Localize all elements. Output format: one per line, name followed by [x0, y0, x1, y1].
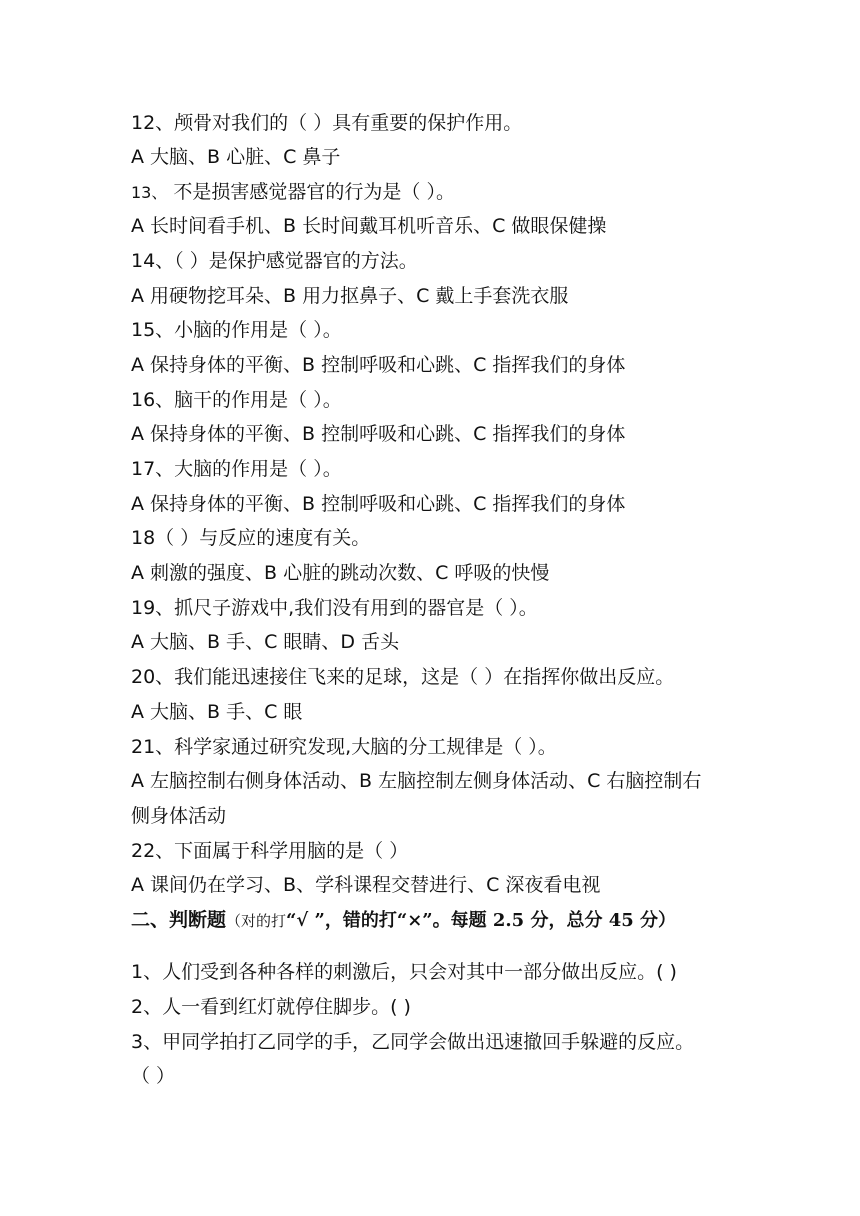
question-22-options: A 课间仍在学习、B、学科课程交替进行、C 深夜看电视 [131, 874, 601, 896]
question-15-options: A 保持身体的平衡、B 控制呼吸和心跳、C 指挥我们的身体 [131, 354, 626, 376]
question-16: 16、脑干的作用是（ ）。 [131, 389, 342, 411]
question-19: 19、抓尺子游戏中,我们没有用到的器官是（ ）。 [131, 597, 538, 619]
judgement-3-line1: 3、甲同学拍打乙同学的手，乙同学会做出迅速撤回手躲避的反应。 [131, 1031, 695, 1053]
judgement-1: 1、人们受到各种各样的刺激后，只会对其中一部分做出反应。( ) [131, 961, 677, 983]
question-13-number: 13、 [131, 183, 168, 202]
question-21: 21、科学家通过研究发现,大脑的分工规律是（ ）。 [131, 736, 557, 758]
question-16-options: A 保持身体的平衡、B 控制呼吸和心跳、C 指挥我们的身体 [131, 423, 626, 445]
question-20: 20、我们能迅速接住飞来的足球，这是（ ）在指挥你做出反应。 [131, 666, 675, 688]
judgement-2: 2、人一看到红灯就停住脚步。( ) [131, 996, 411, 1018]
question-18: 18（ ）与反应的速度有关。 [131, 527, 371, 549]
question-13 [131, 179, 741, 206]
question-15: 15、小脑的作用是（ ）。 [131, 319, 342, 341]
section-2-note: “√ ”，错的打“×”。每题 2.5 分，总分 45 分） [286, 910, 677, 931]
question-14: 14、（ ）是保护感觉器官的方法。 [131, 250, 418, 272]
question-12: 12、颅骨对我们的（ ）具有重要的保护作用。 [131, 112, 523, 134]
section-2-heading [131, 907, 751, 934]
question-18-options: A 刺激的强度、B 心脏的跳动次数、C 呼吸的快慢 [131, 562, 550, 584]
section-2-note-small: （对的打 [226, 912, 287, 930]
section-2-title: 二、判断题 [131, 909, 227, 931]
question-21-options-line2: 侧身体活动 [131, 805, 227, 827]
question-21-options-line1: A 左脑控制右侧身体活动、B 左脑控制左侧身体活动、C 右脑控制右 [131, 770, 702, 792]
question-12-options: A 大脑、B 心脏、C 鼻子 [131, 146, 341, 168]
question-13-text: 不是损害感觉器官的行为是（ ）。 [167, 181, 455, 203]
judgement-3-line2: （ ） [131, 1065, 176, 1087]
question-17: 17、大脑的作用是（ ）。 [131, 458, 342, 480]
question-13-options: A 长时间看手机、B 长时间戴耳机听音乐、C 做眼保健操 [131, 215, 607, 237]
question-17-options: A 保持身体的平衡、B 控制呼吸和心跳、C 指挥我们的身体 [131, 493, 626, 515]
question-20-options: A 大脑、B 手、C 眼 [131, 701, 303, 723]
question-22: 22、下面属于科学用脑的是（ ） [131, 840, 409, 862]
question-14-options: A 用硬物挖耳朵、B 用力抠鼻子、C 戴上手套洗衣服 [131, 285, 569, 307]
question-19-options: A 大脑、B 手、C 眼睛、D 舌头 [131, 631, 400, 653]
